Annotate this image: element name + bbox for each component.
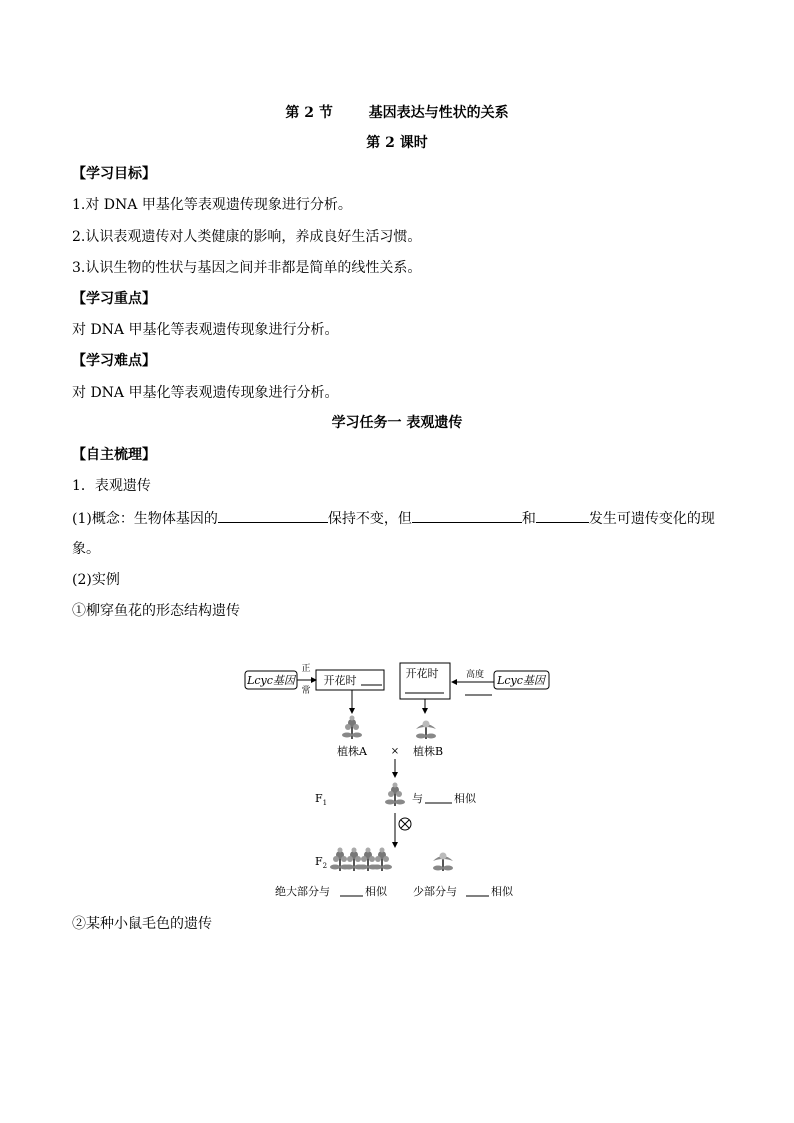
example-heading: (2)实例	[72, 572, 120, 588]
answer-blank[interactable]	[218, 508, 328, 523]
example-mouse: ②某种小鼠毛色的遗传	[72, 916, 212, 932]
goals-heading: 【学习目标】	[72, 166, 156, 182]
f1-label: $F_1$	[315, 792, 328, 807]
gene-label-left: Lcyc基因	[247, 674, 295, 687]
lesson-label: 第 2 课时	[366, 135, 428, 151]
plant-a-label: 植株A	[337, 745, 367, 758]
key-points-text: 对 DNA 甲基化等表观遗传现象进行分析。	[72, 322, 339, 338]
toadflax-diagram	[230, 655, 570, 905]
f2-right-pre: 少部分与	[413, 885, 457, 898]
epigenetics-item: 1．表观遗传	[72, 478, 151, 494]
section-title: 基因表达与性状的关系	[368, 105, 509, 121]
plant-b-image	[416, 721, 436, 740]
f2-left-post: 相似	[365, 885, 387, 898]
normal-label: 正	[301, 664, 311, 674]
plant-b-label: 植株B	[412, 745, 444, 758]
answer-blank[interactable]	[412, 508, 522, 523]
f2-left-pre: 绝大部分与	[275, 885, 330, 898]
concept-sentence	[72, 508, 715, 529]
task-title: 学习任务一 表观遗传	[331, 415, 463, 431]
key-points-heading: 【学习重点】	[72, 291, 156, 307]
self-study-heading: 【自主梳理】	[72, 447, 156, 463]
concept-text: 象。	[72, 541, 100, 557]
section-heading	[0, 103, 794, 123]
f2-plant-image	[372, 848, 392, 872]
f2-label: $F_2$	[315, 855, 328, 870]
answer-blank[interactable]	[536, 508, 589, 523]
goal-item: 2.认识表观遗传对人类健康的影响，养成良好生活习惯。	[72, 229, 422, 245]
concept-text: 发生可遗传变化的现	[588, 511, 715, 527]
high-label: 高度	[465, 670, 485, 680]
f1-plant-image	[385, 783, 405, 807]
bloom-label-right: 开花时	[405, 667, 439, 680]
gene-label-right: Lcyc基因	[497, 674, 545, 687]
goal-item: 1.对 DNA 甲基化等表观遗传现象进行分析。	[72, 197, 352, 213]
example-toadflax: ①柳穿鱼花的形态结构遗传	[72, 603, 240, 619]
f2-plant-image	[433, 853, 453, 872]
difficulties-heading: 【学习难点】	[72, 353, 156, 369]
cross-symbol: ×	[390, 746, 400, 757]
bloom-label-left: 开花时	[323, 674, 357, 687]
normal-label: 常	[301, 686, 311, 696]
goal-item: 3.认识生物的性状与基因之间并非都是简单的线性关系。	[72, 260, 422, 276]
difficulties-text: 对 DNA 甲基化等表观遗传现象进行分析。	[72, 385, 339, 401]
concept-text: (1)概念：生物体基因的	[72, 511, 218, 527]
section-number: 第 2 节	[285, 105, 333, 121]
concept-text: 保持不变，但	[327, 511, 412, 527]
concept-text: 和	[521, 511, 536, 527]
plant-a-image	[342, 716, 362, 740]
f1-similar-post: 相似	[454, 792, 476, 805]
f2-right-post: 相似	[491, 885, 513, 898]
f1-similar-pre: 与	[412, 792, 423, 805]
